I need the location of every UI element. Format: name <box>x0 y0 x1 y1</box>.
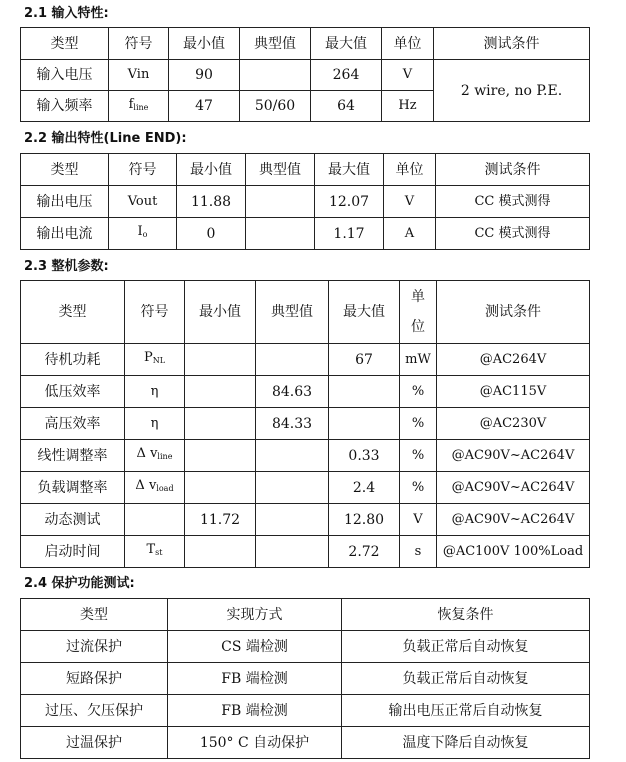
min-cell: 0 <box>177 218 246 250</box>
typ-cell: 84.63 <box>256 376 329 408</box>
header-cell: 测试条件 <box>437 281 590 344</box>
min-cell: 90 <box>169 60 240 91</box>
header-cell: 典型值 <box>256 281 329 344</box>
type-cell: 启动时间 <box>21 536 125 568</box>
type-cell: 过压、欠压保护 <box>21 695 168 727</box>
header-cell: 典型值 <box>240 28 311 60</box>
type-cell: 低压效率 <box>21 376 125 408</box>
max-cell: 264 <box>311 60 382 91</box>
symbol-cell: η <box>125 408 185 440</box>
symbol-subscript: line <box>157 452 173 461</box>
type-cell: 线性调整率 <box>21 440 125 472</box>
symbol-cell: Vin <box>109 60 169 91</box>
header-cell: 单位 <box>382 28 434 60</box>
table-header-row <box>21 28 590 60</box>
unit-cell: % <box>400 472 437 504</box>
header-unit-line2: 位 <box>411 319 425 335</box>
symbol-text: I <box>137 224 143 239</box>
min-cell <box>185 472 256 504</box>
symbol-text: f <box>128 96 134 112</box>
input-characteristics-table <box>20 27 590 122</box>
header-cell: 测试条件 <box>436 154 590 186</box>
symbol-subscript: NL <box>152 356 166 365</box>
condition-cell: CC 模式测得 <box>436 186 590 218</box>
max-cell: 1.17 <box>315 218 384 250</box>
type-cell: 过温保护 <box>21 727 168 759</box>
header-cell <box>400 281 437 344</box>
method-cell: 150° C 自动保护 <box>168 727 342 759</box>
unit-cell: V <box>384 186 436 218</box>
symbol-text: P <box>143 350 153 365</box>
max-cell: 2.72 <box>329 536 400 568</box>
type-cell: 输出电压 <box>21 186 109 218</box>
typ-cell <box>246 218 315 250</box>
table-row <box>21 376 590 408</box>
section-title-protection: 2.4 保护功能测试: <box>24 576 135 591</box>
header-cell: 类型 <box>21 28 109 60</box>
method-cell: CS 端检测 <box>168 631 342 663</box>
unit-cell: mW <box>400 344 437 376</box>
condition-cell: @AC90V~AC264V <box>437 504 590 536</box>
table-row <box>21 663 590 695</box>
max-cell: 67 <box>329 344 400 376</box>
max-cell: 12.07 <box>315 186 384 218</box>
header-cell: 符号 <box>109 154 177 186</box>
symbol-cell <box>125 472 185 504</box>
section-title-system: 2.3 整机参数: <box>24 259 109 274</box>
symbol-cell <box>125 440 185 472</box>
header-unit-line1: 单 <box>411 289 425 305</box>
symbol-cell <box>125 504 185 536</box>
system-parameters-table <box>20 280 590 568</box>
condition-cell: @AC90V~AC264V <box>437 440 590 472</box>
table-row <box>21 186 590 218</box>
symbol-subscript: load <box>156 484 174 493</box>
type-cell: 输入电压 <box>21 60 109 91</box>
max-cell: 12.80 <box>329 504 400 536</box>
symbol-subscript: line <box>133 102 149 112</box>
condition-cell: @AC90V~AC264V <box>437 472 590 504</box>
max-cell: 64 <box>311 91 382 122</box>
max-cell <box>329 376 400 408</box>
method-cell: FB 端检测 <box>168 695 342 727</box>
header-cell: 符号 <box>125 281 185 344</box>
table-row <box>21 408 590 440</box>
recover-cell: 负载正常后自动恢复 <box>342 663 590 695</box>
symbol-cell <box>109 91 169 122</box>
header-cell: 最小值 <box>185 281 256 344</box>
type-cell: 输出电流 <box>21 218 109 250</box>
header-cell: 类型 <box>21 154 109 186</box>
header-cell: 类型 <box>21 281 125 344</box>
table-row <box>21 344 590 376</box>
recover-cell: 负载正常后自动恢复 <box>342 631 590 663</box>
min-cell: 47 <box>169 91 240 122</box>
method-cell: FB 端检测 <box>168 663 342 695</box>
section-title-output: 2.2 输出特性(Line END): <box>24 131 187 146</box>
header-cell: 典型值 <box>246 154 315 186</box>
typ-cell <box>256 472 329 504</box>
type-cell: 高压效率 <box>21 408 125 440</box>
unit-cell: A <box>384 218 436 250</box>
table-row <box>21 727 590 759</box>
condition-cell: @AC230V <box>437 408 590 440</box>
section-title-input: 2.1 输入特性: <box>24 6 109 21</box>
symbol-subscript: o <box>142 230 148 239</box>
min-cell <box>185 344 256 376</box>
condition-cell: @AC264V <box>437 344 590 376</box>
unit-cell: V <box>382 60 434 91</box>
recover-cell: 输出电压正常后自动恢复 <box>342 695 590 727</box>
type-cell: 负载调整率 <box>21 472 125 504</box>
type-cell: 动态测试 <box>21 504 125 536</box>
recover-cell: 温度下降后自动恢复 <box>342 727 590 759</box>
typ-cell <box>256 536 329 568</box>
table-row <box>21 472 590 504</box>
symbol-cell <box>109 218 177 250</box>
max-cell: 2.4 <box>329 472 400 504</box>
condition-cell: @AC100V 100%Load <box>437 536 590 568</box>
header-cell: 测试条件 <box>434 28 590 60</box>
max-cell <box>329 408 400 440</box>
min-cell: 11.88 <box>177 186 246 218</box>
min-cell <box>185 376 256 408</box>
header-cell: 最小值 <box>169 28 240 60</box>
protection-table <box>20 598 590 759</box>
max-cell: 0.33 <box>329 440 400 472</box>
symbol-text: T <box>146 542 156 557</box>
typ-cell: 84.33 <box>256 408 329 440</box>
symbol-cell: Vout <box>109 186 177 218</box>
typ-cell <box>256 504 329 536</box>
table-row <box>21 631 590 663</box>
condition-cell: 2 wire, no P.E. <box>434 60 590 122</box>
typ-cell <box>256 440 329 472</box>
symbol-subscript: st <box>155 548 163 557</box>
condition-cell: CC 模式测得 <box>436 218 590 250</box>
header-cell: 实现方式 <box>168 599 342 631</box>
type-cell: 待机功耗 <box>21 344 125 376</box>
symbol-cell: η <box>125 376 185 408</box>
table-row <box>21 504 590 536</box>
table-row <box>21 695 590 727</box>
type-cell: 短路保护 <box>21 663 168 695</box>
table-row <box>21 536 590 568</box>
symbol-cell <box>125 536 185 568</box>
symbol-text: Δ v <box>135 478 157 493</box>
unit-cell: s <box>400 536 437 568</box>
table-header-row <box>21 281 590 344</box>
typ-cell <box>256 344 329 376</box>
min-cell <box>185 408 256 440</box>
condition-cell: @AC115V <box>437 376 590 408</box>
header-cell: 最小值 <box>177 154 246 186</box>
header-cell: 最大值 <box>329 281 400 344</box>
min-cell <box>185 536 256 568</box>
table-row <box>21 218 590 250</box>
header-cell: 类型 <box>21 599 168 631</box>
unit-cell: % <box>400 376 437 408</box>
type-cell: 过流保护 <box>21 631 168 663</box>
min-cell: 11.72 <box>185 504 256 536</box>
table-row <box>21 60 590 91</box>
typ-cell <box>240 60 311 91</box>
header-cell: 最大值 <box>315 154 384 186</box>
unit-cell: % <box>400 440 437 472</box>
type-cell: 输入频率 <box>21 91 109 122</box>
header-cell: 符号 <box>109 28 169 60</box>
header-cell: 单位 <box>384 154 436 186</box>
typ-cell: 50/60 <box>240 91 311 122</box>
unit-cell: % <box>400 408 437 440</box>
symbol-text: Δ v <box>136 446 158 461</box>
unit-cell: Hz <box>382 91 434 122</box>
output-characteristics-table <box>20 153 590 250</box>
unit-cell: V <box>400 504 437 536</box>
table-header-row <box>21 599 590 631</box>
header-cell: 恢复条件 <box>342 599 590 631</box>
min-cell <box>185 440 256 472</box>
table-row <box>21 440 590 472</box>
header-cell: 最大值 <box>311 28 382 60</box>
symbol-cell <box>125 344 185 376</box>
typ-cell <box>246 186 315 218</box>
table-header-row <box>21 154 590 186</box>
